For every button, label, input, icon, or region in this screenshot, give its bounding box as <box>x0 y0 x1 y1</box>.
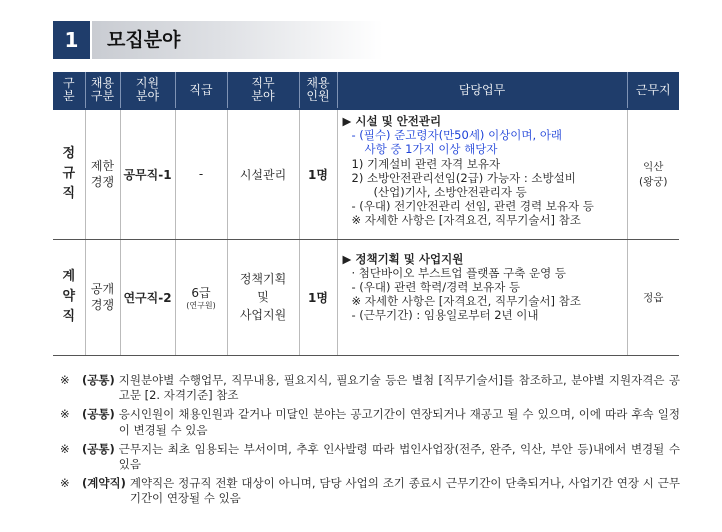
cell-category: 계 약 직 <box>53 239 85 355</box>
reference-mark: ※ <box>60 441 70 456</box>
reference-mark: ※ <box>60 373 70 387</box>
col-header-field: 지원 분야 <box>120 72 175 109</box>
note-text: 계약직은 정규직 전환 대상이 아니며, 담당 사업의 조기 종료시 근무기간이 단축되거나, 사업기간 연장 시 근무기간이 연장될 수 있음 <box>129 476 680 506</box>
notes-list <box>60 373 680 511</box>
cell-grade: - <box>175 109 227 239</box>
note-item <box>60 373 680 403</box>
note-text: 근무지는 최초 임용되는 부서이며, 추후 인사발령 따라 법인사업장(전주, 완주, 익산, 부안 등)내에서 변경될 수 있음 <box>118 441 680 472</box>
duty-line: - (필수) 준고령자(만50세) 이상이며, 아래 <box>351 128 563 143</box>
duty-line: - (우대) 전기안전관리 선임, 관련 경력 보유자 등 <box>351 199 594 214</box>
table-header-row <box>53 72 679 109</box>
section-number: 1 <box>53 21 90 59</box>
duty-title: ▶ 정책기획 및 사업지원 <box>342 251 464 266</box>
note-item <box>60 407 680 437</box>
duty-line: 2) 소방안전관리선임(2급) 가능자 : 소방설비 <box>351 170 576 185</box>
duty-title: ▶ 시설 및 안전관리 <box>342 114 442 128</box>
note-keyword: (공통) <box>82 407 115 422</box>
col-header-category: 구 분 <box>53 72 85 109</box>
col-header-duty: 담당업무 <box>337 72 627 109</box>
section-header <box>53 21 383 59</box>
duty-line: ※ 자세한 사항은 [자격요건, 직무기술서] 참조 <box>351 213 581 228</box>
recruitment-table <box>53 72 679 356</box>
duty-line: · 첨단바이오 부스트업 플랫폼 구축 운영 등 <box>351 265 566 280</box>
cell-location: 정읍 <box>627 239 679 355</box>
duty-line: 사항 중 1가지 이상 해당자 <box>364 142 498 157</box>
duty-line: ※ 자세한 사항은 [자격요건, 직무기술서] 참조 <box>351 294 581 309</box>
grade-value: 6급 <box>191 285 211 300</box>
note-item <box>60 442 680 472</box>
note-item <box>60 476 680 506</box>
duty-line: - (우대) 관련 학력/경력 보유자 등 <box>351 279 521 294</box>
cell-field: 공무직-1 <box>120 109 175 239</box>
cell-hire-type: 공개 경쟁 <box>85 239 120 355</box>
duty-line: - (근무기간) : 임용일로부터 2년 이내 <box>351 308 539 323</box>
cell-field: 연구직-2 <box>120 239 175 355</box>
cell-duty <box>337 239 627 355</box>
cell-hire-type: 제한 경쟁 <box>85 109 120 239</box>
note-keyword: (계약직) <box>82 476 126 491</box>
cell-grade <box>175 239 227 355</box>
cell-job-area: 정책기획 및 사업지원 <box>227 239 299 355</box>
note-text: 응시인원이 채용인원과 같거나 미달인 분야는 공고기간이 연장되거나 재공고 될 수 있으며, 이에 따라 후속 일정이 변경될 수 있음 <box>118 407 680 437</box>
reference-mark: ※ <box>60 407 70 422</box>
duty-line: (산업)기사, 소방안전관리자 등 <box>373 185 527 200</box>
cell-location: 익산 (왕궁) <box>627 109 679 239</box>
cell-headcount: 1명 <box>299 239 337 355</box>
cell-headcount: 1명 <box>299 109 337 239</box>
note-keyword: (공통) <box>82 373 115 387</box>
grade-note: (연구원) <box>186 300 216 310</box>
col-header-hire-type: 채용 구분 <box>85 72 120 109</box>
col-header-headcount: 채용 인원 <box>299 72 337 109</box>
section-title: 모집분야 <box>107 29 181 51</box>
col-header-job-area: 직무 분야 <box>227 72 299 109</box>
table-row <box>53 109 679 239</box>
cell-job-area: 시설관리 <box>227 109 299 239</box>
note-text: 지원분야별 수행업무, 직무내용, 필요지식, 필요기술 등은 별첨 [직무기술서]를 참조하고, 분야별 지원자격은 공고문 [2. 자격기준] 참조 <box>118 373 680 403</box>
cell-category: 정 규 직 <box>53 109 85 239</box>
table-row <box>53 239 679 355</box>
duty-line: 1) 기계설비 관련 자격 보유자 <box>351 156 501 171</box>
note-keyword: (공통) <box>82 441 115 456</box>
reference-mark: ※ <box>60 476 70 491</box>
col-header-location: 근무지 <box>627 72 679 109</box>
col-header-grade: 직급 <box>175 72 227 109</box>
cell-duty <box>337 109 627 239</box>
